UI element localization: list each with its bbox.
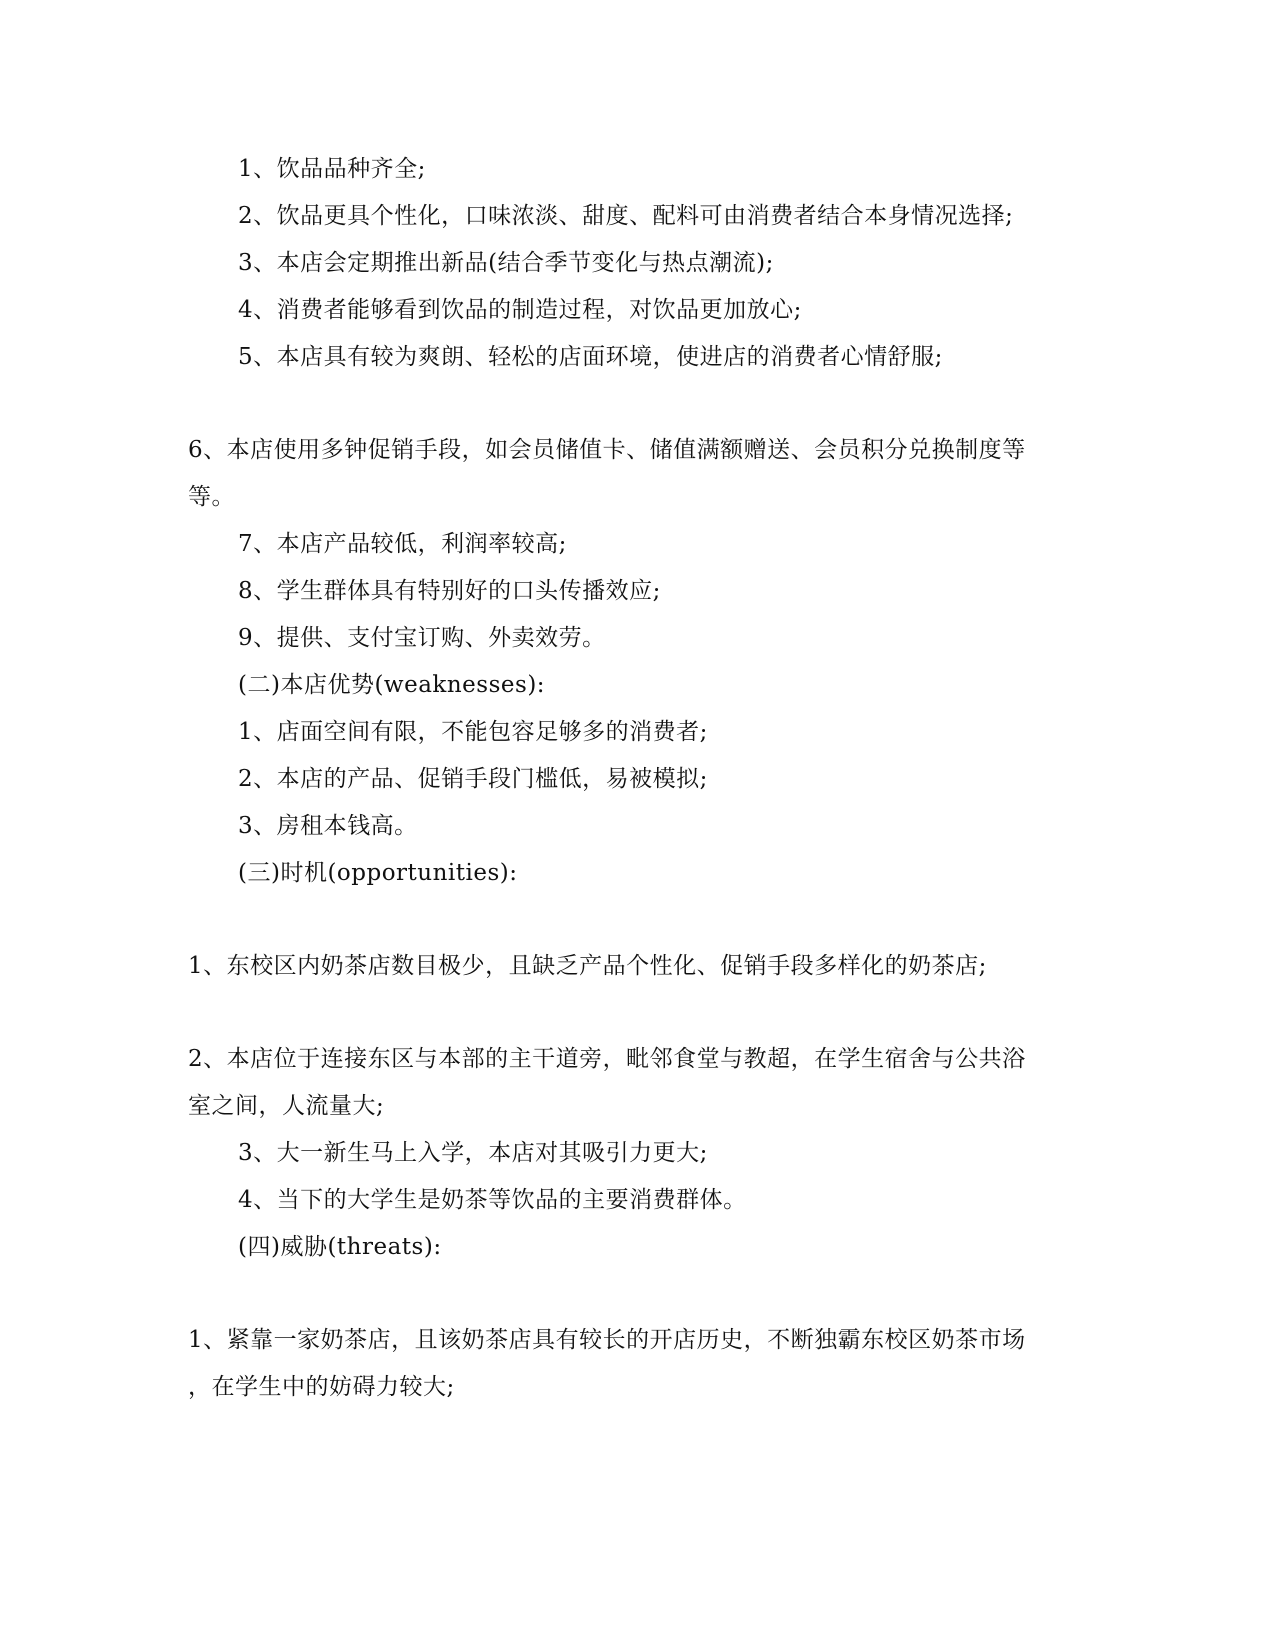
opportunities-heading: (三)时机(opportunities):: [238, 860, 518, 886]
strength-item-6-line-2: 等。: [188, 484, 235, 510]
opportunity-item-2-line-1: 2、本店位于连接东区与本部的主干道旁，毗邻食堂与教超，在学生宿舍与公共浴: [188, 1046, 1026, 1072]
weakness-item-3: 3、房租本钱高。: [238, 813, 418, 839]
weaknesses-heading: (二)本店优势(weaknesses):: [238, 672, 546, 698]
threat-item-1-line-1: 1、紧靠一家奶茶店，且该奶茶店具有较长的开店历史，不断独霸东校区奶茶市场: [188, 1327, 1026, 1353]
strength-item-4: 4、消费者能够看到饮品的制造过程，对饮品更加放心;: [238, 297, 802, 323]
strength-item-1: 1、饮品品种齐全;: [238, 156, 426, 182]
weakness-item-2: 2、本店的产品、促销手段门槛低，易被模拟;: [238, 766, 708, 792]
opportunity-item-1: 1、东校区内奶茶店数目极少，且缺乏产品个性化、促销手段多样化的奶茶店;: [188, 953, 987, 979]
threat-item-1-line-2: ，在学生中的妨碍力较大;: [188, 1374, 455, 1400]
opportunity-item-2-line-2: 室之间，人流量大;: [188, 1093, 385, 1119]
strength-item-9: 9、提供、支付宝订购、外卖效劳。: [238, 625, 606, 651]
opportunity-item-3: 3、大一新生马上入学，本店对其吸引力更大;: [238, 1140, 708, 1166]
strength-item-3: 3、本店会定期推出新品(结合季节变化与热点潮流);: [238, 250, 774, 276]
strength-item-5: 5、本店具有较为爽朗、轻松的店面环境，使进店的消费者心情舒服;: [238, 344, 943, 370]
threats-heading: (四)威胁(threats):: [238, 1234, 442, 1260]
strength-item-7: 7、本店产品较低，利润率较高;: [238, 531, 567, 557]
strength-item-8: 8、学生群体具有特别好的口头传播效应;: [238, 578, 661, 604]
strength-item-6-line-1: 6、本店使用多钟促销手段，如会员储值卡、储值满额赠送、会员积分兑换制度等: [188, 437, 1026, 463]
weakness-item-1: 1、店面空间有限，不能包容足够多的消费者;: [238, 719, 708, 745]
opportunity-item-4: 4、当下的大学生是奶茶等饮品的主要消费群体。: [238, 1187, 747, 1213]
strength-item-2: 2、饮品更具个性化，口味浓淡、甜度、配料可由消费者结合本身情况选择;: [238, 203, 1014, 229]
